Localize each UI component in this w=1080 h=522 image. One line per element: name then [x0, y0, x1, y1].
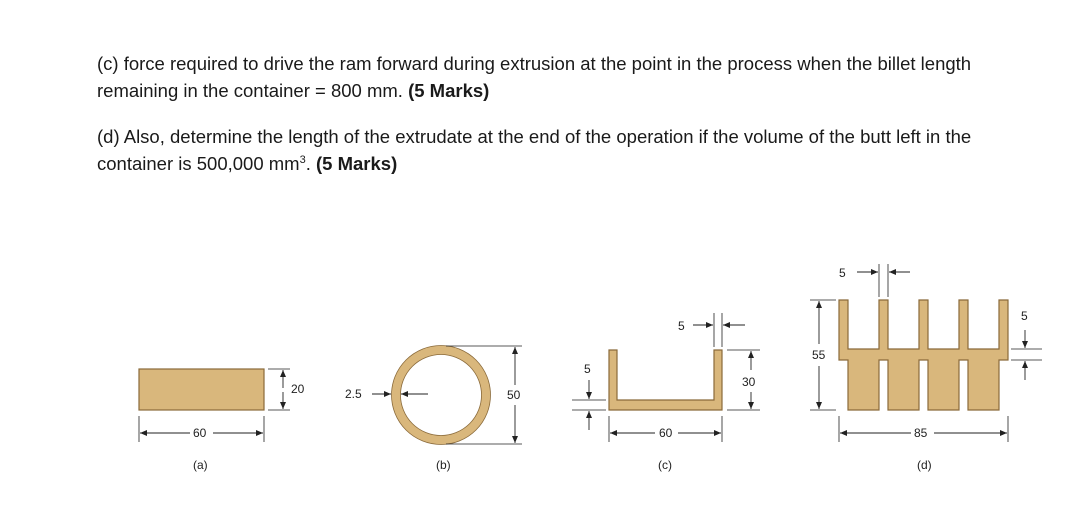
section-c: [572, 313, 760, 472]
section-c-caption: (c): [658, 458, 672, 472]
question-d-text: (d) Also, determine the length of the extrudate at the end of the operation if the volume of the butt left in the container is 500,000 mm: [97, 126, 972, 174]
section-d-height-label: 55: [812, 348, 826, 362]
section-d-caption: (d): [917, 458, 932, 472]
section-a: [139, 369, 305, 472]
section-d: [810, 264, 1042, 472]
question-d-period: .: [305, 153, 311, 174]
section-d-fin-profile: [839, 300, 1008, 410]
section-a-rectangle: [139, 369, 264, 410]
section-b-diameter-label: 50: [507, 388, 521, 402]
section-c-width-label: 60: [659, 426, 673, 440]
section-a-height-label: 20: [291, 382, 305, 396]
section-b-caption: (b): [436, 458, 451, 472]
section-a-width-label: 60: [193, 426, 207, 440]
section-c-height-label: 30: [742, 375, 756, 389]
section-c-left-thickness-label: 5: [584, 362, 591, 376]
section-c-channel: [609, 350, 722, 410]
question-d-marks: (5 Marks): [316, 153, 398, 174]
section-d-width-label: 85: [914, 426, 928, 440]
question-d-superscript: 3: [299, 153, 306, 166]
section-b-tube: [396, 350, 486, 440]
section-c-top-thickness-label: 5: [678, 319, 685, 333]
section-b-wall-label: 2.5: [345, 387, 362, 401]
question-c-marks: (5 Marks): [408, 80, 490, 101]
question-c-text: (c) force required to drive the ram forward during extrusion at the point in the process when the billet length remaining in the container = 800 mm.: [97, 53, 972, 101]
section-b: [345, 346, 522, 473]
section-d-top-thickness-label: 5: [839, 266, 846, 280]
section-a-caption: (a): [193, 458, 208, 472]
section-d-right-thickness-label: 5: [1021, 309, 1028, 323]
